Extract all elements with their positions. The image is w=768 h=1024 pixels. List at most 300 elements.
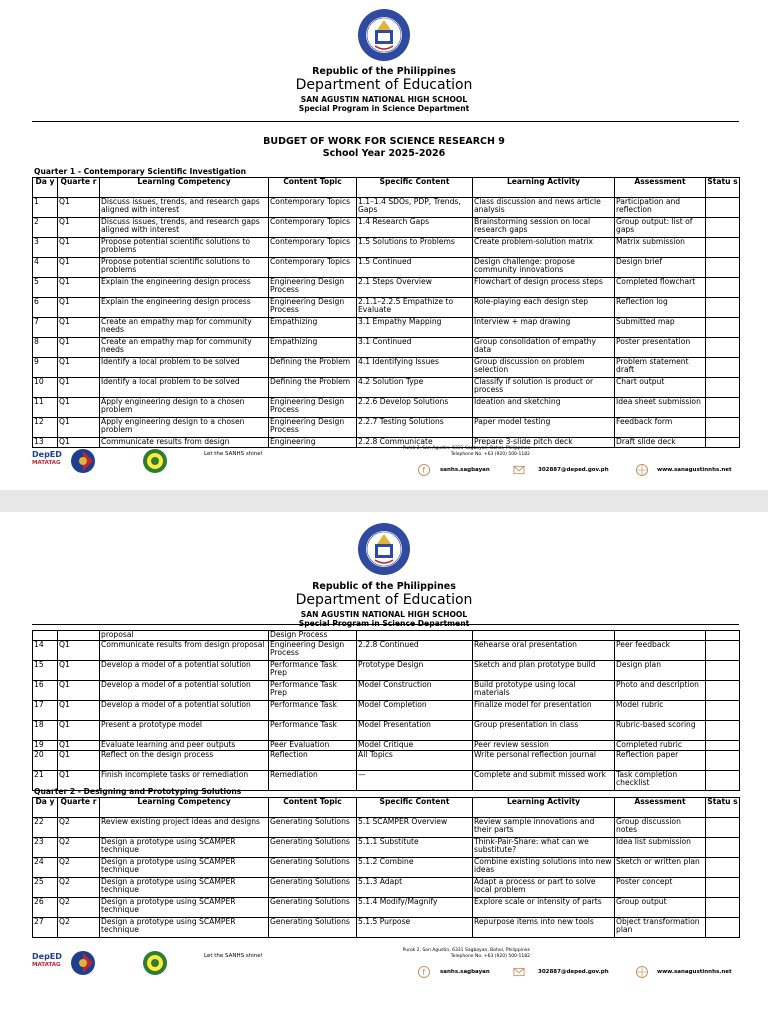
table-row — [33, 898, 740, 918]
cell-day: 27 — [33, 918, 58, 938]
cell-assessment: Peer feedback — [615, 641, 706, 661]
cell-specific-content: Model Critique — [357, 741, 473, 751]
cell-quarter: Q1 — [58, 641, 100, 661]
bagong-pilipinas-logo-icon — [70, 950, 96, 976]
cell-activity: Combine existing solutions into new ideas — [473, 858, 615, 878]
cell-activity: Rehearse oral presentation — [473, 641, 615, 661]
table-row — [33, 318, 740, 338]
cell-competency: Create an empathy map for community needs — [100, 318, 269, 338]
cell-competency: Design a prototype using SCAMPER technique — [100, 918, 269, 938]
cell-competency: Design a prototype using SCAMPER technique — [100, 858, 269, 878]
col-header-quarter: Quarte r — [58, 178, 100, 198]
cell-specific-content: 1.1–1.4 SDOs, PDP, Trends, Gaps — [357, 198, 473, 218]
cell-specific-content: Prototype Design — [357, 661, 473, 681]
letterhead — [0, 582, 768, 628]
cell-status — [706, 298, 740, 318]
table-row — [33, 751, 740, 771]
cell-assessment: Design plan — [615, 661, 706, 681]
cell-activity: Paper model testing — [473, 418, 615, 438]
cell-day: 26 — [33, 898, 58, 918]
cell-content-topic: Empathizing — [269, 318, 357, 338]
cell-competency: Communicate results from design — [100, 438, 269, 448]
cell-quarter: Q1 — [58, 661, 100, 681]
footer-address: Purok 2, San Agustin, 6331 Sagbayan, Bohol, Philippines — [402, 948, 530, 953]
col-header-quarter: Quarte r — [58, 798, 100, 818]
col-header-activity: Learning Activity — [473, 798, 615, 818]
cell-activity: Repurpose items into new tools — [473, 918, 615, 938]
cell-day: 19 — [33, 741, 58, 751]
cell-status — [706, 338, 740, 358]
cell-quarter: Q1 — [58, 258, 100, 278]
cell-competency: Design a prototype using SCAMPER technique — [100, 878, 269, 898]
col-header-content-topic: Content Topic — [269, 178, 357, 198]
cell-competency: Review existing project ideas and designs — [100, 818, 269, 838]
cell-quarter: Q1 — [58, 378, 100, 398]
cell-status — [706, 818, 740, 838]
cell-status — [706, 771, 740, 791]
cell-quarter: Q2 — [58, 898, 100, 918]
cell-specific-content: Model Construction — [357, 681, 473, 701]
school-label: SAN AGUSTIN NATIONAL HIGH SCHOOL — [300, 609, 468, 619]
cell-competency: Identify a local problem to be solved — [100, 378, 269, 398]
cell-status — [706, 751, 740, 771]
cell-quarter: Q1 — [58, 298, 100, 318]
cell-day: 12 — [33, 418, 58, 438]
cell-quarter: Q1 — [58, 218, 100, 238]
matatag-text: MATATAG — [32, 460, 61, 466]
cell-specific-content: Model Completion — [357, 701, 473, 721]
cell-specific-content: 2.2.6 Develop Solutions — [357, 398, 473, 418]
cell-quarter: Q2 — [58, 818, 100, 838]
deped-logo — [32, 953, 62, 969]
cell-content-topic: Engineering — [269, 438, 357, 448]
cell-specific-content: 2.2.8 Continued — [357, 641, 473, 661]
cell-status — [706, 701, 740, 721]
page-1 — [0, 0, 768, 490]
cell-assessment — [615, 631, 706, 641]
deped-seal-icon — [357, 522, 411, 576]
cell-status — [706, 358, 740, 378]
cell-content-topic: Contemporary Topics — [269, 238, 357, 258]
cell-content-topic: Reflection — [269, 751, 357, 771]
cell-content-topic: Engineering Design Process — [269, 418, 357, 438]
table-row — [33, 378, 740, 398]
document-title — [0, 136, 768, 160]
cell-status — [706, 741, 740, 751]
budget-table-q1 — [32, 177, 740, 448]
cell-competency: Apply engineering design to a chosen problem — [100, 418, 269, 438]
cell-quarter: Q2 — [58, 858, 100, 878]
cell-activity: Class discussion and news article analysis — [473, 198, 615, 218]
cell-activity: Role-playing each design step — [473, 298, 615, 318]
col-header-content-topic: Content Topic — [269, 798, 357, 818]
cell-activity: Design challenge: propose community innovations — [473, 258, 615, 278]
school-label: SAN AGUSTIN NATIONAL HIGH SCHOOL — [300, 94, 468, 104]
cell-day: 24 — [33, 858, 58, 878]
cell-activity: Sketch and plan prototype build — [473, 661, 615, 681]
cell-quarter: Q1 — [58, 701, 100, 721]
cell-content-topic: Engineering Design Process — [269, 641, 357, 661]
school-seal-icon — [142, 950, 168, 976]
bagong-pilipinas-logo-icon — [70, 448, 96, 474]
deped-text: DepED — [32, 450, 62, 459]
table-row — [33, 641, 740, 661]
cell-activity: Interview + map drawing — [473, 318, 615, 338]
table-header-row — [33, 178, 740, 198]
cell-specific-content — [357, 631, 473, 641]
cell-day: 9 — [33, 358, 58, 378]
cell-content-topic: Remediation — [269, 771, 357, 791]
cell-status — [706, 398, 740, 418]
table-header-row — [33, 798, 740, 818]
cell-activity: Group consolidation of empathy data — [473, 338, 615, 358]
cell-specific-content: 3.1 Continued — [357, 338, 473, 358]
deped-seal-icon — [357, 8, 411, 62]
cell-assessment: Matrix submission — [615, 238, 706, 258]
cell-assessment: Idea list submission — [615, 838, 706, 858]
cell-assessment: Completed flowchart — [615, 278, 706, 298]
table-row — [33, 298, 740, 318]
cell-day: 17 — [33, 701, 58, 721]
footer-slogan: Let the SANHS shine! — [204, 451, 263, 457]
table-row — [33, 818, 740, 838]
cell-assessment: Rubric-based scoring — [615, 721, 706, 741]
page-2 — [0, 512, 768, 1024]
cell-quarter: Q1 — [58, 318, 100, 338]
cell-day: 8 — [33, 338, 58, 358]
cell-assessment: Object transformation plan — [615, 918, 706, 938]
deped-logo — [32, 451, 62, 467]
table-row — [33, 238, 740, 258]
cell-specific-content: 5.1.4 Modify/Magnify — [357, 898, 473, 918]
cell-content-topic: Peer Evaluation — [269, 741, 357, 751]
cell-competency: Design a prototype using SCAMPER technique — [100, 838, 269, 858]
cell-competency: Develop a model of a potential solution — [100, 681, 269, 701]
cell-day: 18 — [33, 721, 58, 741]
page-footer — [0, 446, 768, 482]
cell-competency: Reflect on the design process — [100, 751, 269, 771]
col-header-competency: Learning Competency — [100, 798, 269, 818]
page-separator — [0, 490, 768, 512]
cell-content-topic: Performance Task — [269, 721, 357, 741]
cell-competency: Develop a model of a potential solution — [100, 661, 269, 681]
budget-table-continued — [32, 630, 740, 791]
cell-activity: Complete and submit missed work — [473, 771, 615, 791]
cell-assessment: Completed rubric — [615, 741, 706, 751]
cell-day: 5 — [33, 278, 58, 298]
cell-activity: Classify if solution is product or process — [473, 378, 615, 398]
cell-assessment: Group discussion notes — [615, 818, 706, 838]
cell-competency: Finish incomplete tasks or remediation — [100, 771, 269, 791]
cell-day: 21 — [33, 771, 58, 791]
cell-assessment: Poster presentation — [615, 338, 706, 358]
cell-specific-content: 5.1.1 Substitute — [357, 838, 473, 858]
cell-day: 15 — [33, 661, 58, 681]
col-header-activity: Learning Activity — [473, 178, 615, 198]
footer-slogan: Let the SANHS shine! — [204, 953, 263, 959]
website-icon — [636, 966, 648, 978]
cell-quarter: Q1 — [58, 771, 100, 791]
table-row — [33, 218, 740, 238]
cell-day: 16 — [33, 681, 58, 701]
cell-quarter: Q2 — [58, 878, 100, 898]
cell-competency: Communicate results from design proposal — [100, 641, 269, 661]
col-header-assessment: Assessment — [615, 178, 706, 198]
cell-activity — [473, 631, 615, 641]
cell-specific-content: 2.2.8 Communicate — [357, 438, 473, 448]
cell-day: 4 — [33, 258, 58, 278]
table-row — [33, 878, 740, 898]
cell-status — [706, 681, 740, 701]
cell-competency: Develop a model of a potential solution — [100, 701, 269, 721]
cell-day: 10 — [33, 378, 58, 398]
cell-assessment: Participation and reflection — [615, 198, 706, 218]
cell-activity: Build prototype using local materials — [473, 681, 615, 701]
col-header-day: Da y — [33, 798, 58, 818]
cell-activity: Flowchart of design process steps — [473, 278, 615, 298]
table-row — [33, 398, 740, 418]
cell-competency: proposal — [100, 631, 269, 641]
email-icon — [513, 966, 525, 978]
cell-content-topic: Generating Solutions — [269, 878, 357, 898]
cell-quarter: Q1 — [58, 198, 100, 218]
col-header-status: Statu s — [706, 798, 740, 818]
program-label: Special Program in Science Department — [298, 618, 470, 628]
table-row — [33, 918, 740, 938]
department-label: Department of Education — [295, 76, 473, 93]
cell-activity: Adapt a process or part to solve local problem — [473, 878, 615, 898]
cell-specific-content: 2.2.7 Testing Solutions — [357, 418, 473, 438]
cell-day: 20 — [33, 751, 58, 771]
cell-quarter: Q1 — [58, 278, 100, 298]
cell-status — [706, 631, 740, 641]
cell-status — [706, 721, 740, 741]
website-icon — [636, 464, 648, 476]
cell-competency: Evaluate learning and peer outputs — [100, 741, 269, 751]
cell-status — [706, 918, 740, 938]
cell-activity: Think-Pair-Share: what can we substitute? — [473, 838, 615, 858]
cell-quarter: Q1 — [58, 338, 100, 358]
footer-telephone: Telephone No. +63 (920) 500-1182 — [450, 954, 530, 959]
cell-specific-content: 5.1.5 Purpose — [357, 918, 473, 938]
cell-assessment: Chart output — [615, 378, 706, 398]
republic-label: Republic of the Philippines — [312, 581, 456, 592]
table-row-continued — [33, 631, 740, 641]
cell-status — [706, 258, 740, 278]
footer-email[interactable]: 302887@deped.gov.ph — [538, 467, 609, 473]
title-text: BUDGET OF WORK FOR SCIENCE RESEARCH 9 — [263, 136, 505, 147]
cell-status — [706, 641, 740, 661]
cell-assessment: Reflection log — [615, 298, 706, 318]
cell-activity: Prepare 3-slide pitch deck — [473, 438, 615, 448]
cell-day: 6 — [33, 298, 58, 318]
cell-content-topic: Defining the Problem — [269, 378, 357, 398]
cell-content-topic: Empathizing — [269, 338, 357, 358]
cell-specific-content: All Topics — [357, 751, 473, 771]
cell-competency: Propose potential scientific solutions to problems — [100, 238, 269, 258]
cell-specific-content: 5.1.3 Adapt — [357, 878, 473, 898]
cell-specific-content: 3.1 Empathy Mapping — [357, 318, 473, 338]
cell-quarter: Q1 — [58, 741, 100, 751]
cell-status — [706, 378, 740, 398]
cell-activity: Review sample innovations and their parts — [473, 818, 615, 838]
cell-quarter: Q1 — [58, 438, 100, 448]
cell-content-topic: Design Process — [269, 631, 357, 641]
cell-assessment: Idea sheet submission — [615, 398, 706, 418]
cell-competency: Explain the engineering design process — [100, 278, 269, 298]
cell-activity: Group presentation in class — [473, 721, 615, 741]
footer-website[interactable]: www.sanagustinnhs.net — [657, 467, 732, 473]
republic-label: Republic of the Philippines — [312, 66, 456, 77]
cell-competency: Discuss issues, trends, and research gaps aligned with interest — [100, 198, 269, 218]
cell-specific-content: 2.1.1–2.2.5 Empathize to Evaluate — [357, 298, 473, 318]
header-divider — [32, 121, 739, 122]
facebook-icon — [418, 464, 430, 476]
table-row — [33, 198, 740, 218]
cell-specific-content: 2.1 Steps Overview — [357, 278, 473, 298]
quarter-1-title: Quarter 1 - Contemporary Scientific Investigation — [34, 167, 247, 176]
table-row — [33, 358, 740, 378]
cell-activity: Ideation and sketching — [473, 398, 615, 418]
cell-specific-content: — — [357, 771, 473, 791]
footer-telephone: Telephone No. +63 (920) 500-1182 — [450, 452, 530, 457]
cell-day — [33, 631, 58, 641]
table-row — [33, 338, 740, 358]
col-header-specific-content: Specific Content — [357, 798, 473, 818]
cell-quarter: Q1 — [58, 681, 100, 701]
cell-activity: Group discussion on problem selection — [473, 358, 615, 378]
cell-content-topic: Defining the Problem — [269, 358, 357, 378]
cell-status — [706, 318, 740, 338]
quarter-2-title: Quarter 2 - Designing and Prototyping Solutions — [34, 787, 242, 796]
cell-specific-content: 1.4 Research Gaps — [357, 218, 473, 238]
cell-content-topic: Engineering Design Process — [269, 398, 357, 418]
cell-day: 22 — [33, 818, 58, 838]
letterhead — [0, 67, 768, 113]
cell-assessment: Sketch or written plan — [615, 858, 706, 878]
cell-day: 14 — [33, 641, 58, 661]
cell-content-topic: Contemporary Topics — [269, 258, 357, 278]
header-divider — [32, 624, 739, 625]
cell-quarter — [58, 631, 100, 641]
cell-day: 2 — [33, 218, 58, 238]
cell-status — [706, 278, 740, 298]
cell-content-topic: Contemporary Topics — [269, 218, 357, 238]
cell-quarter: Q1 — [58, 398, 100, 418]
footer-facebook[interactable]: sanhs.sagbayan — [440, 467, 490, 473]
cell-competency: Propose potential scientific solutions to problems — [100, 258, 269, 278]
cell-status — [706, 661, 740, 681]
table-row — [33, 418, 740, 438]
cell-content-topic: Contemporary Topics — [269, 198, 357, 218]
cell-activity: Brainstorming session on local research gaps — [473, 218, 615, 238]
cell-day: 7 — [33, 318, 58, 338]
cell-assessment: Model rubric — [615, 701, 706, 721]
cell-competency: Identify a local problem to be solved — [100, 358, 269, 378]
cell-assessment: Draft slide deck — [615, 438, 706, 448]
department-label: Department of Education — [295, 591, 473, 608]
cell-activity: Create problem-solution matrix — [473, 238, 615, 258]
cell-specific-content: Model Presentation — [357, 721, 473, 741]
cell-status — [706, 898, 740, 918]
cell-quarter: Q1 — [58, 358, 100, 378]
cell-quarter: Q2 — [58, 918, 100, 938]
cell-day: 25 — [33, 878, 58, 898]
cell-competency: Apply engineering design to a chosen problem — [100, 398, 269, 418]
table-row — [33, 858, 740, 878]
table-row — [33, 838, 740, 858]
cell-day: 23 — [33, 838, 58, 858]
cell-status — [706, 238, 740, 258]
table-row — [33, 721, 740, 741]
cell-assessment: Feedback form — [615, 418, 706, 438]
table-row — [33, 681, 740, 701]
cell-specific-content: 1.5 Solutions to Problems — [357, 238, 473, 258]
cell-quarter: Q1 — [58, 238, 100, 258]
cell-assessment: Design brief — [615, 258, 706, 278]
cell-status — [706, 418, 740, 438]
footer-website[interactable]: www.sanagustinnhs.net — [657, 969, 732, 975]
cell-assessment: Photo and description — [615, 681, 706, 701]
cell-content-topic: Performance Task — [269, 701, 357, 721]
cell-competency: Design a prototype using SCAMPER technique — [100, 898, 269, 918]
cell-content-topic: Generating Solutions — [269, 838, 357, 858]
table-row — [33, 278, 740, 298]
cell-activity: Peer review session — [473, 741, 615, 751]
cell-content-topic: Generating Solutions — [269, 918, 357, 938]
cell-day: 3 — [33, 238, 58, 258]
program-label: Special Program in Science Department — [298, 103, 470, 113]
cell-assessment: Problem statement draft — [615, 358, 706, 378]
cell-status — [706, 878, 740, 898]
school-seal-icon — [142, 448, 168, 474]
col-header-status: Statu s — [706, 178, 740, 198]
cell-competency: Create an empathy map for community needs — [100, 338, 269, 358]
cell-competency: Discuss issues, trends, and research gaps aligned with interest — [100, 218, 269, 238]
cell-quarter: Q1 — [58, 418, 100, 438]
cell-specific-content: 4.2 Solution Type — [357, 378, 473, 398]
cell-day: 13 — [33, 438, 58, 448]
cell-day: 11 — [33, 398, 58, 418]
cell-content-topic: Engineering Design Process — [269, 298, 357, 318]
cell-assessment: Task completion checklist — [615, 771, 706, 791]
col-header-competency: Learning Competency — [100, 178, 269, 198]
col-header-assessment: Assessment — [615, 798, 706, 818]
cell-status — [706, 218, 740, 238]
facebook-icon — [418, 966, 430, 978]
cell-content-topic: Generating Solutions — [269, 818, 357, 838]
cell-competency: Explain the engineering design process — [100, 298, 269, 318]
cell-status — [706, 198, 740, 218]
matatag-text: MATATAG — [32, 962, 61, 968]
cell-specific-content: 5.1.2 Combine — [357, 858, 473, 878]
footer-address: Purok 2, San Agustin, 6331 Sagbayan, Bohol, Philippines — [402, 446, 530, 451]
footer-email[interactable]: 302887@deped.gov.ph — [538, 969, 609, 975]
cell-assessment: Group output: list of gaps — [615, 218, 706, 238]
col-header-specific-content: Specific Content — [357, 178, 473, 198]
cell-activity: Explore scale or intensity of parts — [473, 898, 615, 918]
cell-specific-content: 5.1 SCAMPER Overview — [357, 818, 473, 838]
cell-assessment: Submitted map — [615, 318, 706, 338]
footer-facebook[interactable]: sanhs.sagbayan — [440, 969, 490, 975]
cell-content-topic: Performance Task Prep — [269, 661, 357, 681]
cell-content-topic: Performance Task Prep — [269, 681, 357, 701]
cell-specific-content: 4.1 Identifying Issues — [357, 358, 473, 378]
cell-content-topic: Engineering Design Process — [269, 278, 357, 298]
cell-status — [706, 858, 740, 878]
table-row — [33, 701, 740, 721]
cell-assessment: Poster concept — [615, 878, 706, 898]
